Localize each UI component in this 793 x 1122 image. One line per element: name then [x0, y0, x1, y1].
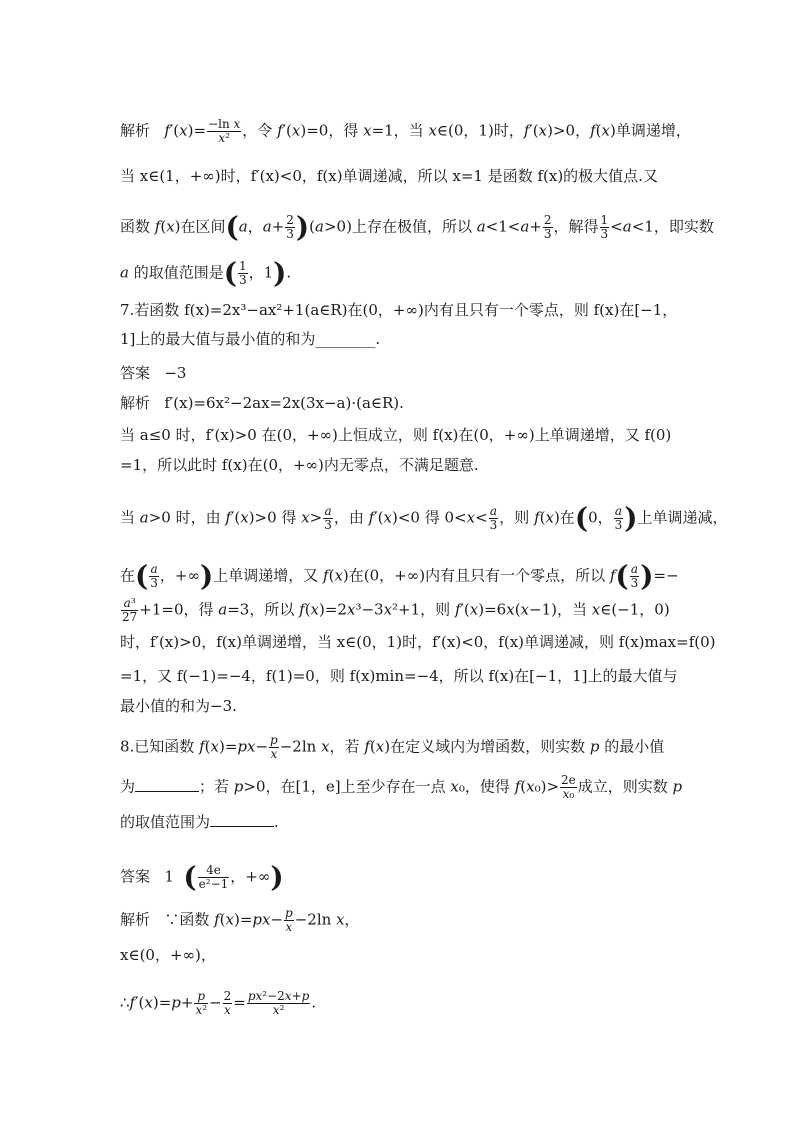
label-jiexi-1: 解析	[120, 121, 151, 140]
label-daan-7: 答案	[120, 364, 151, 382]
solution-7-line-2: 当 a≤0 时，f′(x)>0 在(0，+∞)上恒成立，则 f(x)在(0，+∞)上单调递增，又 f(0)	[120, 426, 672, 444]
problem-8-line-1: 8.已知函数 f(x)=px− $\frac{p}{x}$ −2ln x，若 f(x)在定义域内为增函数，则实数 p 的最小值	[120, 733, 665, 761]
label-jiexi-8: 解析	[120, 910, 151, 929]
label-daan-8: 答案	[120, 867, 151, 886]
text-line-2: 当 x∈(1，+∞)时，f′(x)<0，f(x)单调递减，所以 x=1 是函数 f(x)的极大值点.又	[120, 167, 658, 185]
text-line-1: 解析 f′(x)= $\frac{\text{−ln x}}{\text{x²}}$ ，令 f′(x)=0，得 x=1，当 x∈(0，1)时，f′(x)>0，f(x)单调递增，	[120, 117, 691, 145]
answer-7-value: −3	[164, 364, 187, 382]
solution-7-line-3: =1，所以此时 f(x)在(0，+∞)内无零点，不满足题意.	[120, 456, 479, 474]
solution-7-line-8: =1，又 f(−1)=−4，f(1)=0，则 f(x)min=−4，所以 f(x)在[−1，1]上的最大值与	[120, 667, 678, 685]
label-jiexi-7: 解析	[120, 394, 151, 412]
answer-blank[interactable]	[135, 777, 199, 792]
fraction: $\frac{\text{−ln x}}{\text{x²}}$	[208, 117, 241, 145]
solution-7-line-5: 在( $\frac{a}{3}$ ，+∞)上单调递增，又 f(x)在(0，+∞)内有且只有一个零点，所以 f( $\frac{a}{3}$ )=−	[120, 559, 679, 593]
solution-8-line-2: x∈(0，+∞)，	[120, 946, 216, 964]
answer-7	[120, 363, 680, 383]
solution-7-line-1	[120, 393, 680, 413]
problem-8-line-2: 为 ；若 p>0，在[1，e]上至少存在一点 x₀，使得 f(x₀)> $\frac{2e}{\text{x₀}}$ 成立，则实数 p	[120, 773, 683, 801]
problem-7-line-1: 7.若函数 f(x)=2x³−ax²+1(a∈R)在(0，+∞)内有且只有一个零点，则 f(x)在[−1，	[120, 301, 678, 319]
solution-8-line-3: ∴f′(x)=p+ $\frac{p}{\text{x²}}$ − $\frac{2}{x}$ = $\frac{\text{px²−2x+p}}{\text{x²}}$ .	[120, 989, 317, 1017]
text-line-3: 函数 f(x)在区间(a，a+ $\frac{2}{3}$ )(a>0)上存在极值，所以 a<1<a+ $\frac{2}{3}$ ，解得 $\frac{1}{3}$ <a<1，即实数	[120, 210, 714, 244]
answer-blank-2[interactable]	[210, 812, 274, 827]
text-line-4: a 的取值范围是( $\frac{1}{3}$ ，1).	[120, 256, 292, 290]
solution-7-line-4: 当 a>0 时，由 f′(x)>0 得 x> $\frac{a}{3}$ ，由 f′(x)<0 得 0<x< $\frac{a}{3}$ ，则 f(x)在(0， $\frac{a}{3}$ )上单调递减，	[120, 501, 728, 535]
problem-7-line-2: 1]上的最大值与最小值的和为________.	[120, 330, 381, 348]
problem-8-line-3: 的取值范围为 .	[120, 813, 279, 831]
answer-8: 答案 1 ( $\frac{4e}{\text{e²−1}}$ ，+∞)	[120, 860, 284, 894]
solution-7-line-6: $\frac{\text{a³}}{27}$ +1=0，得 a=3，所以 f(x)=2x³−3x²+1，则 f′(x)=6x(x−1)，当 x∈(−1，0)	[122, 596, 670, 624]
solution-7-formula: f′(x)=6x²−2ax=2x(3x−a)·(a∈R).	[164, 394, 404, 412]
solution-7-line-9: 最小值的和为−3.	[120, 697, 237, 715]
solution-8-line-1: 解析 ∵函数 f(x)=px− $\frac{p}{x}$ −2ln x，	[120, 906, 360, 934]
solution-7-line-7: 时，f′(x)>0，f(x)单调递增，当 x∈(0，1)时，f′(x)<0，f(x)单调递减，则 f(x)max=f(0)	[120, 633, 716, 651]
